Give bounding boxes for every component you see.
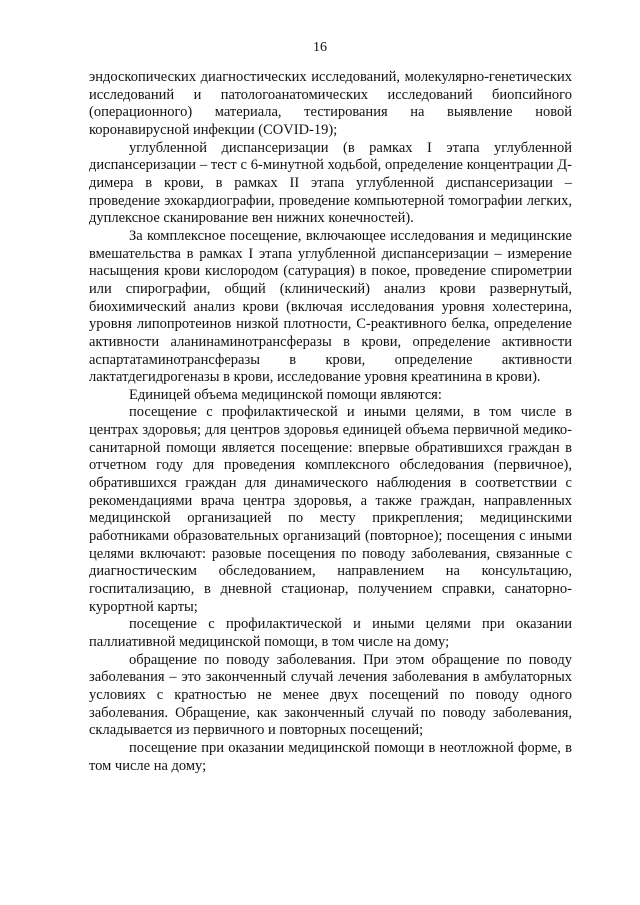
paragraph-disease-appeal: обращение по поводу заболевания. При этом обращение по поводу заболевания – это законченный случай лечения заболевания в амбулаторных условиях с кратностью не менее двух посещений по поводу одного заболевания. Обращение, как законченный случай по поводу заболевания, складывается из первичного и повторных посещений; bbox=[89, 651, 572, 739]
document-body bbox=[89, 69, 572, 775]
paragraph-volume-units-heading: Единицей объема медицинской помощи являются: bbox=[129, 386, 442, 403]
paragraph-urgent-visit: посещение при оказании медицинской помощи в неотложной форме, в том числе на дому; bbox=[89, 739, 572, 774]
page-number: 16 bbox=[313, 40, 327, 55]
paragraph-in-depth-screening: углубленной диспансеризации (в рамках I этапа углубленной диспансеризации – тест с 6-минутной ходьбой, определение концентрации Д-димера в крови, в рамках II этапа углубленной диспансеризации – проведение эхокардиографии, проведение компьютерной томографии легких, дуплексное сканирование вен нижних конечностей). bbox=[89, 139, 572, 227]
paragraph-palliative-visit: посещение с профилактической и иными целями при оказании паллиативной медицинской помощи, в том числе на дому; bbox=[89, 616, 572, 650]
paragraph-preventive-visit: посещение с профилактической и иными целями, в том числе в центрах здоровья; для центров здоровья единицей объема первичной медико-санитарной помощи является посещение: впервые обратившихся граждан в отчетном году для проведения комплексного обследования (первичное), обратившихся граждан для динамического наблюдения в соответствии с рекомендациями врача центра здоровья, а также граждан, направленных медицинской организацией по месту прикрепления; медицинскими работниками образовательных организаций (повторное); посещения с иными целями включают: разовые посещения по поводу заболевания, связанные с диагностическим обследованием, направлением на консультацию, госпитализацию, в дневной стационар, получением справки, санаторно-курортной карты; bbox=[89, 404, 572, 615]
paragraph-continuation: эндоскопических диагностических исследований, молекулярно-генетических исследований и патологоанатомических исследований биопсийного (операционного) материала, тестирования на выявление новой коронавирусной инфекции (COVID-19); bbox=[89, 69, 572, 138]
paragraph-complex-visit: За комплексное посещение, включающее исследования и медицинские вмешательства в рамках I этапа углубленной диспансеризации – измерение насыщения крови кислородом (сатурация) в покое, проведение спирометрии или спирографии, общий (клинический) анализ крови развернутый, биохимический анализ крови (включая исследования уровня холестерина, уровня липопротеинов низкой плотности, С-реактивного белка, определение активности аланинаминотрансферазы в крови, определение активности аспартатаминотрансферазы в крови, определение активности лактатдегидрогеназы в крови, исследование уровня креатинина в крови). bbox=[89, 227, 572, 386]
